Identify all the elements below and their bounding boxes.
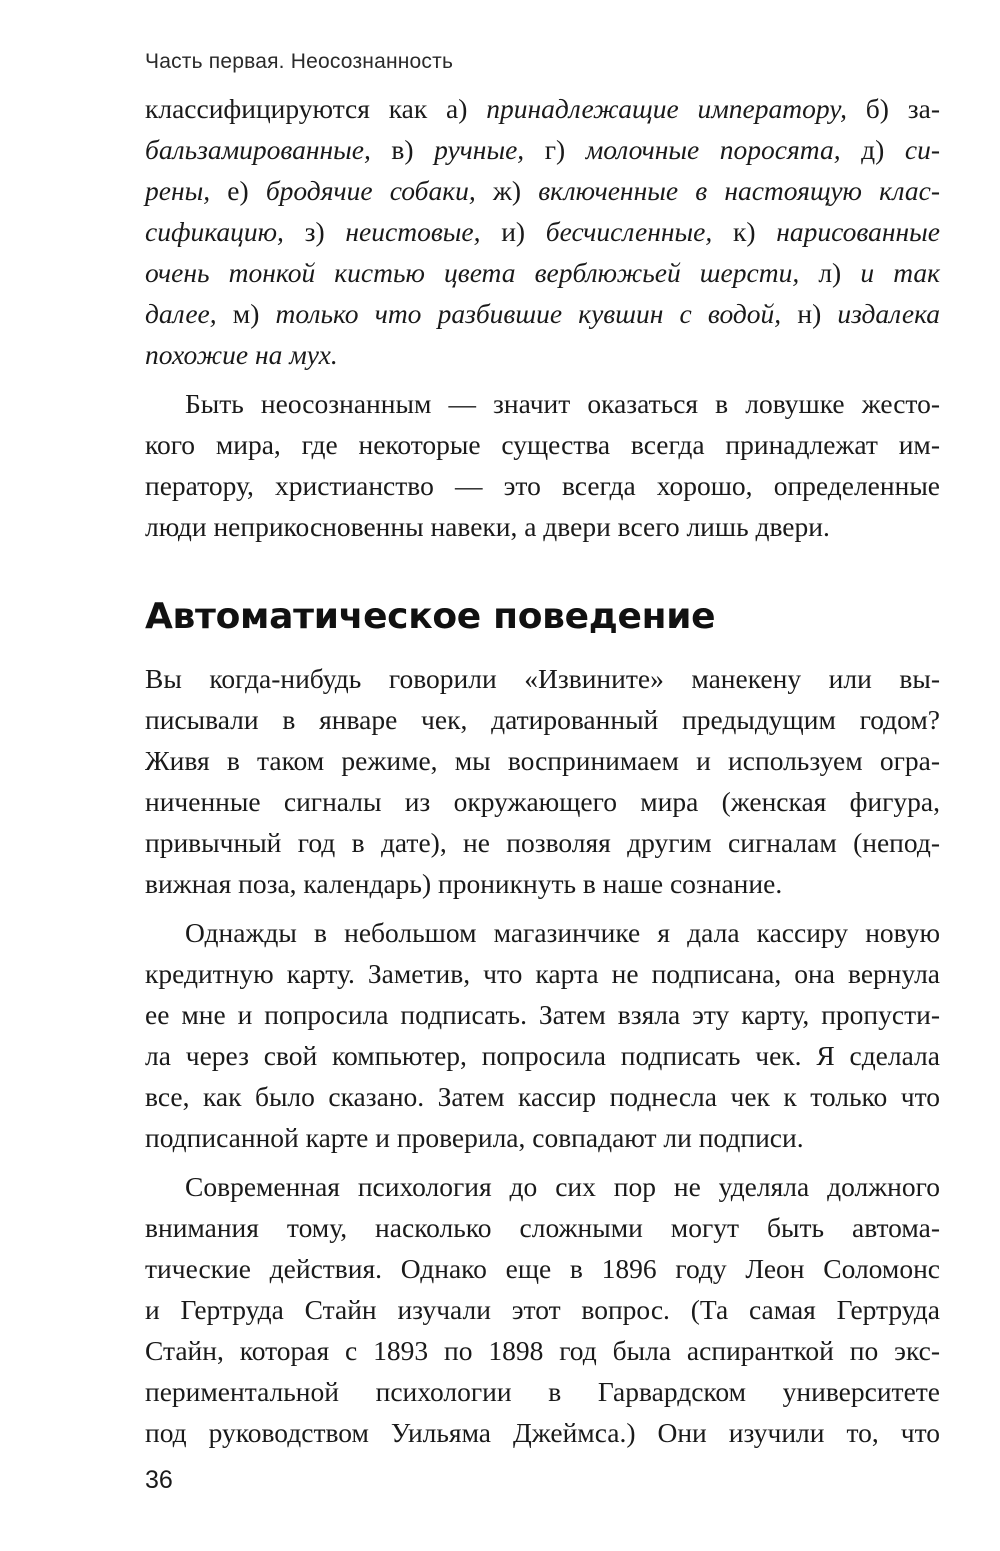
running-head: Часть первая. Неосознанность bbox=[145, 50, 454, 73]
text-line: Живя в таком режиме, мы воспринимаем и используем огра- bbox=[145, 745, 940, 776]
page-number: 36 bbox=[145, 1466, 173, 1494]
text-line: писывали в январе чек, датированный предыдущим годом? bbox=[145, 704, 940, 735]
text-line: кого мира, где некоторые существа всегда принадлежат им- bbox=[145, 429, 940, 460]
text-line: подписанной карте и проверила, совпадают ли подписи. bbox=[145, 1122, 804, 1153]
text-line: очень тонкой кистью цвета верблюжьей шерсти, л) и так bbox=[145, 257, 940, 288]
text-line: люди неприкосновенны навеки, а двери всего лишь двери. bbox=[145, 511, 830, 542]
text-line: вижная поза, календарь) проникнуть в наше сознание. bbox=[145, 868, 783, 899]
text-line: внимания тому, насколько сложными могут быть автома- bbox=[145, 1212, 940, 1243]
text-line: ла через свой компьютер, попросила подписать чек. Я сделала bbox=[145, 1040, 940, 1071]
text-block-top bbox=[145, 88, 940, 547]
text-line: Быть неосознанным — значит оказаться в ловушке жесто- bbox=[185, 388, 940, 419]
text-line: все, как было сказано. Затем кассир поднесла чек к только что bbox=[145, 1081, 940, 1112]
text-line: далее, м) только что разбившие кувшин с водой, н) издалека bbox=[145, 298, 940, 329]
paragraph bbox=[145, 383, 940, 547]
text-line: Однажды в небольшом магазинчике я дала кассиру новую bbox=[185, 917, 940, 948]
text-line: кредитную карту. Заметив, что карта не подписана, она вернула bbox=[145, 958, 940, 989]
section-heading: Автоматическое поведение bbox=[145, 596, 716, 637]
text-line: ниченные сигналы из окружающего мира (женская фигура, bbox=[145, 786, 940, 817]
text-line: рены, е) бродячие собаки, ж) включенные в настоящую клас- bbox=[145, 175, 940, 206]
text-line: ее мне и попросила подписать. Затем взяла эту карту, пропусти- bbox=[145, 999, 940, 1030]
text-line: классифицируются как а) принадлежащие императору, б) за- bbox=[145, 93, 940, 124]
text-line: привычный год в дате), не позволяя другим сигналам (непод- bbox=[145, 827, 940, 858]
text-block-section bbox=[145, 658, 940, 1453]
text-line: периментальной психологии в Гарвардском университете bbox=[145, 1376, 940, 1407]
paragraph bbox=[145, 1166, 940, 1453]
paragraph bbox=[145, 658, 940, 904]
paragraph bbox=[145, 912, 940, 1158]
text-line: Стайн, которая с 1893 по 1898 год была аспиранткой по экс- bbox=[145, 1335, 940, 1366]
text-line: тические действия. Однако еще в 1896 году Леон Соломонс bbox=[145, 1253, 940, 1284]
text-line: и Гертруда Стайн изучали этот вопрос. (Та самая Гертруда bbox=[145, 1294, 940, 1325]
paragraph-continued bbox=[145, 88, 940, 375]
text-line: под руководством Уильяма Джеймса.) Они изучили то, что bbox=[145, 1417, 940, 1448]
text-line: бальзамированные, в) ручные, г) молочные поросята, д) си- bbox=[145, 134, 940, 165]
text-line: ператору, христианство — это всегда хорошо, определенные bbox=[145, 470, 940, 501]
text-line: Современная психология до сих пор не уделяла должного bbox=[185, 1171, 940, 1202]
text-line: Вы когда-нибудь говорили «Извините» манекену или вы- bbox=[145, 663, 940, 694]
text-line: похожие на мух. bbox=[145, 339, 338, 370]
text-line: сификацию, з) неистовые, и) бесчисленные, к) нарисованные bbox=[145, 216, 940, 247]
